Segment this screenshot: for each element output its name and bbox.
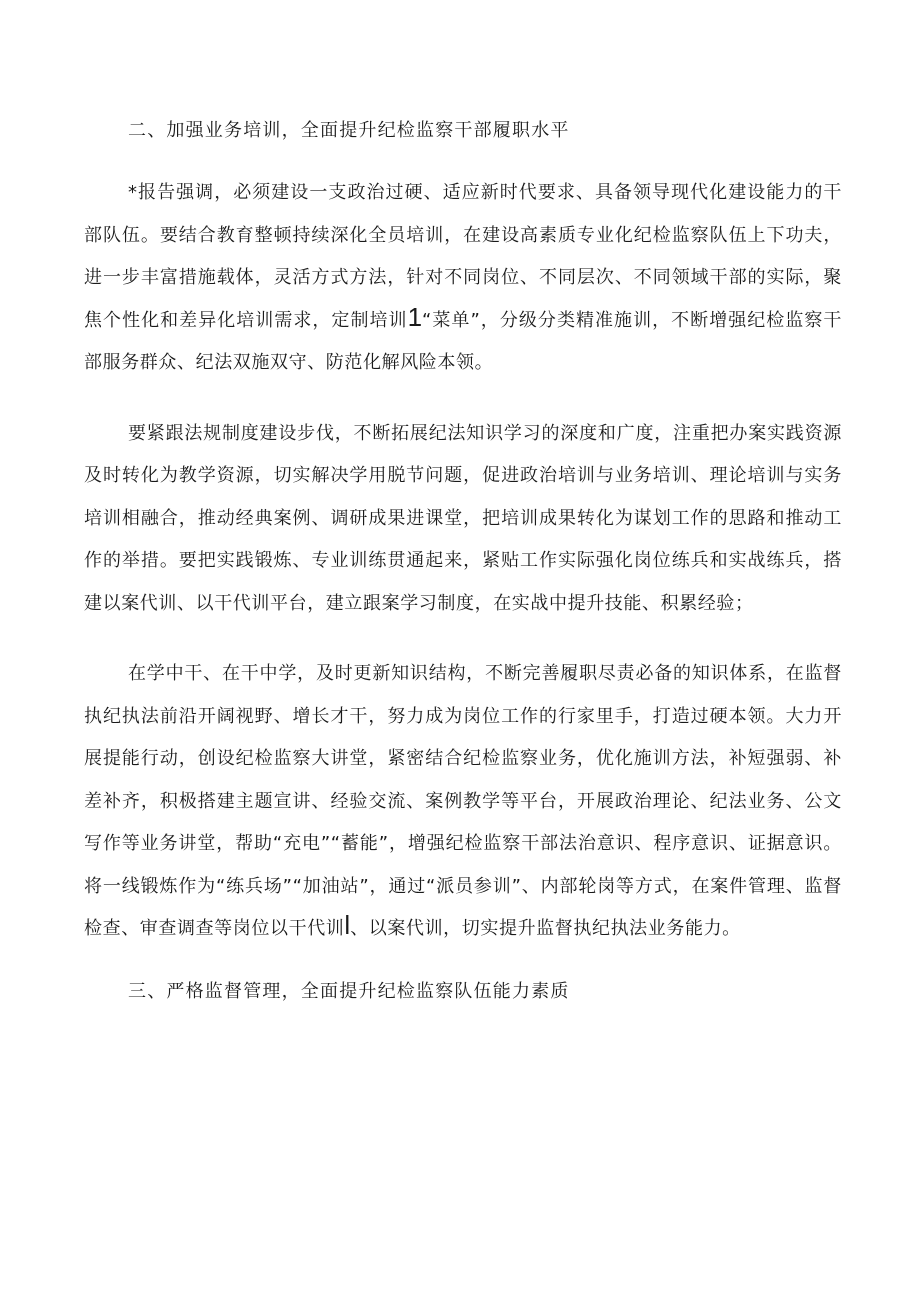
stray-mark: 1 xyxy=(407,301,423,332)
paragraph-text-part: 在学中干、在干中学，及时更新知识结构，不断完善履职尽责必备的知识体系，在监督执纪执法前沿开阔视野、增长才干，努力成为岗位工作的行家里手，打造过硬本领。大力开展提能行动，创设纪检监察大讲堂，紧密结合纪检监察业务，优化施训方法，补短强弱、补差补齐，积极搭建主题宣讲、经验交流、案例教学等平台，开展政治理论、纪法业务、公文写作等业务讲堂，帮助“充电”“蓄能”，增强纪检监察干部法治意识、程序意识、证据意识。将一线锻炼作为“练兵场”“加油站”，通过“派员参训”、内部轮岗等方式，在案件管理、监督检查、审查调查等岗位以干代训 xyxy=(84,663,842,939)
section-heading-2: 二、加强业务培训，全面提升纪检监察干部履职水平 xyxy=(128,120,570,141)
paragraph-report-emphasis xyxy=(84,172,842,385)
paragraph-learn-by-doing xyxy=(84,653,842,951)
paragraph-follow-regulations: 要紧跟法规制度建设步伐，不断拓展纪法知识学习的深度和广度，注重把办案实践资源及时转化为教学资源，切实解决学用脱节问题，促进政治培训与业务培训、理论培训与实务培训相融合，推动经典案例、调研成果进课堂，把培训成果转化为谋划工作的思路和推动工作的举措。要把实践锻炼、专业训练贯通起来，紧贴工作实际强化岗位练兵和实战练兵，搭建以案代训、以干代训平台，建立跟案学习制度，在实战中提升技能、积累经验； xyxy=(84,422,842,614)
paragraph-text-part: *报告强调，必须建设一支政治过硬、适应新时代要求、具备领导现代化建设能力的干部队伍。要结合教育整顿持续深化全员培训，在建设高素质专业化纪检监察队伍上下功夫，进一步丰富措施载体，灵活方式方法，针对不同岗位、不同层次、不同领域干部的实际，聚焦个性化和差异化培训需求，定制培训 xyxy=(84,182,842,331)
stray-mark: l xyxy=(344,910,351,940)
paragraph-text-part: “菜单”，分级分类精准施训，不断增强纪检监察干部服务群众、纪法双施双守、防范化解风险本领。 xyxy=(84,309,842,373)
section-heading-3: 三、严格监督管理，全面提升纪检监察队伍能力素质 xyxy=(128,980,570,1002)
paragraph-text-part: 、以案代训，切实提升监督执纪执法业务能力。 xyxy=(350,918,741,939)
